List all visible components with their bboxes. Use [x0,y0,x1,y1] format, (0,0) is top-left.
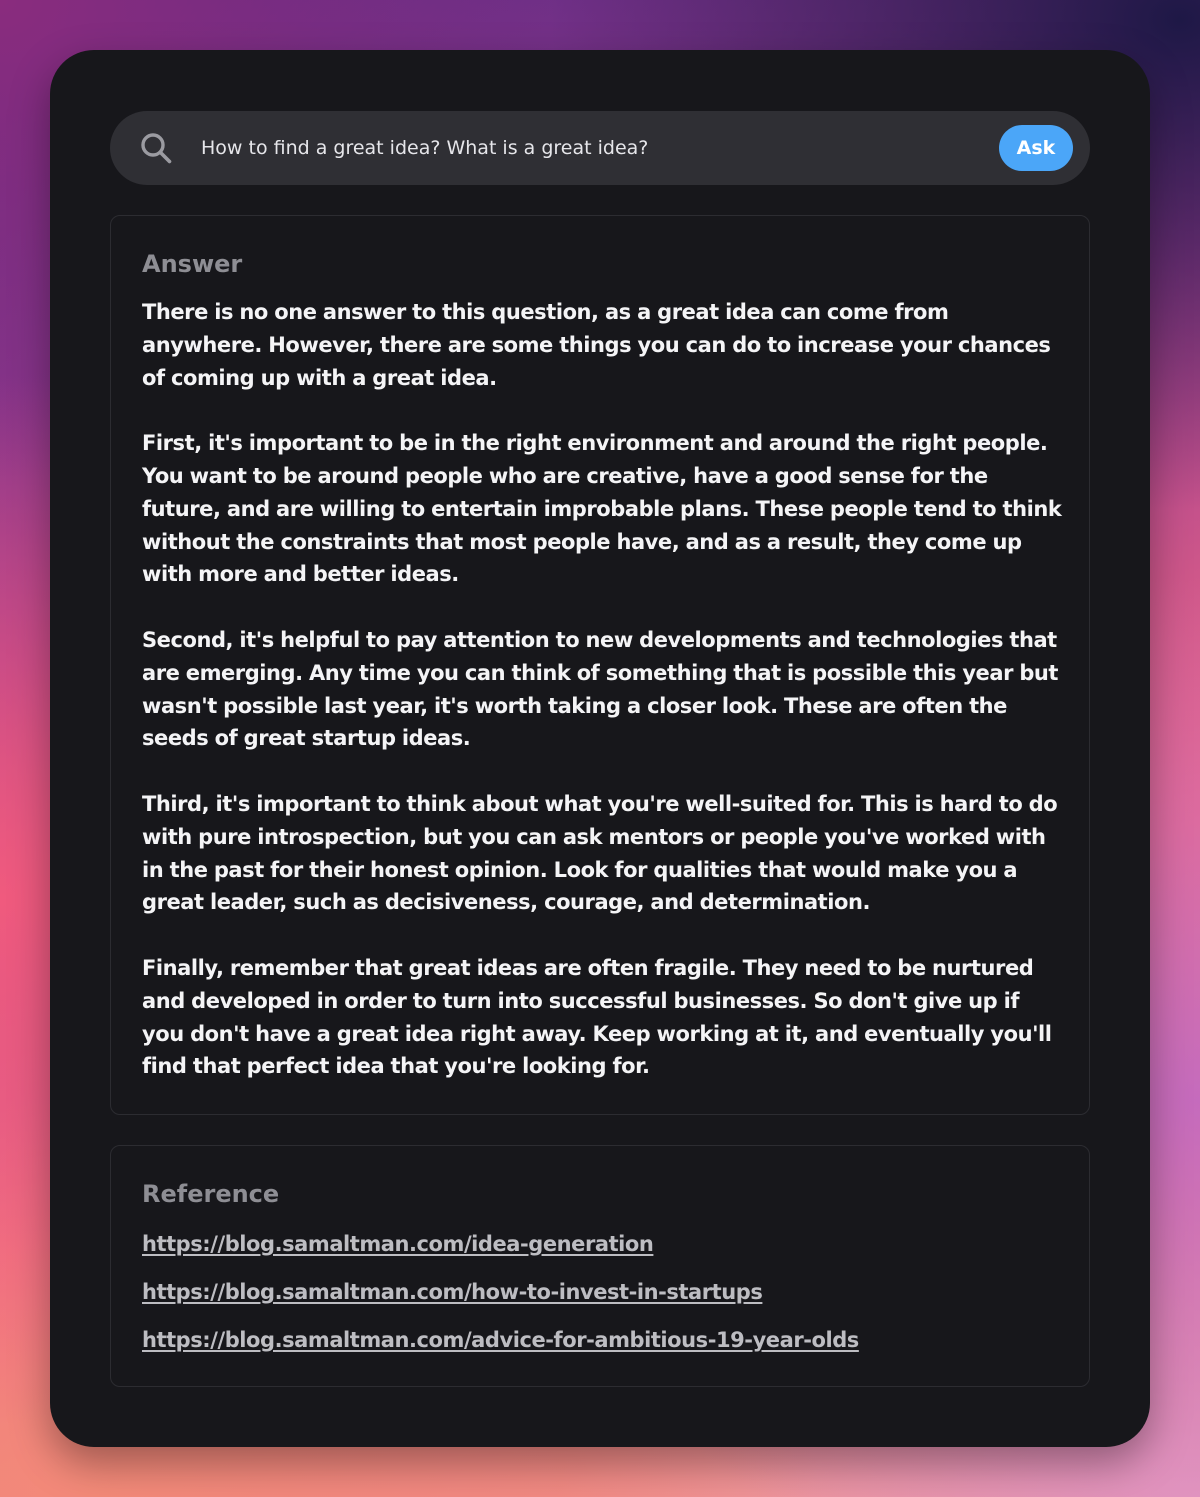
answer-paragraph: Finally, remember that great ideas are often fragile. They need to be nurtured and developed in order to turn into successful businesses. So don't give up if you don't have a great idea right away. Keep working at it, and eventually you'll find that perfect idea that you're looking for. [142,955,1052,1079]
answer-paragraph: There is no one answer to this question, as a great idea can come from anywhere. However, there are some things you can do to increase your chances of coming up with a great idea. [142,300,1051,390]
qa-card [50,50,1150,1447]
reference-panel [110,1145,1090,1387]
answer-paragraph: Third, it's important to think about what you're well-suited for. This is hard to do with pure introspection, but you can ask mentors or people you've worked with in the past for their honest opinion. Look for qualities that would make you a great leader, such as decisiveness, courage, and determination. [142,791,1058,915]
reference-item [142,1228,859,1276]
search-bar [110,111,1090,185]
reference-item [142,1324,859,1372]
search-input[interactable] [201,111,981,185]
answer-paragraph: First, it's important to be in the right environment and around the right people. You want to be around people who are creative, have a good sense for the future, and are willing to entertain improbable plans. These people tend to think without the constraints that most people have, and as a result, they come up with more and better ideas. [142,431,1062,587]
reference-link[interactable]: https://blog.samaltman.com/idea-generation [142,1232,654,1256]
ask-button[interactable]: Ask [999,125,1073,171]
answer-paragraph: Second, it's helpful to pay attention to new developments and technologies that are emerging. Any time you can think of something that is possible this year but wasn't possible last year, it's worth taking a closer look. These are often the seeds of great startup ideas. [142,627,1059,751]
answer-body [142,296,1067,1083]
reference-item [142,1276,859,1324]
reference-heading: Reference [142,1180,280,1208]
reference-link[interactable]: https://blog.samaltman.com/how-to-invest-in-startups [142,1280,763,1304]
answer-panel [110,215,1090,1115]
answer-heading: Answer [142,250,243,278]
search-icon [140,132,172,164]
reference-link[interactable]: https://blog.samaltman.com/advice-for-ambitious-19-year-olds [142,1328,859,1352]
reference-list [142,1228,859,1372]
